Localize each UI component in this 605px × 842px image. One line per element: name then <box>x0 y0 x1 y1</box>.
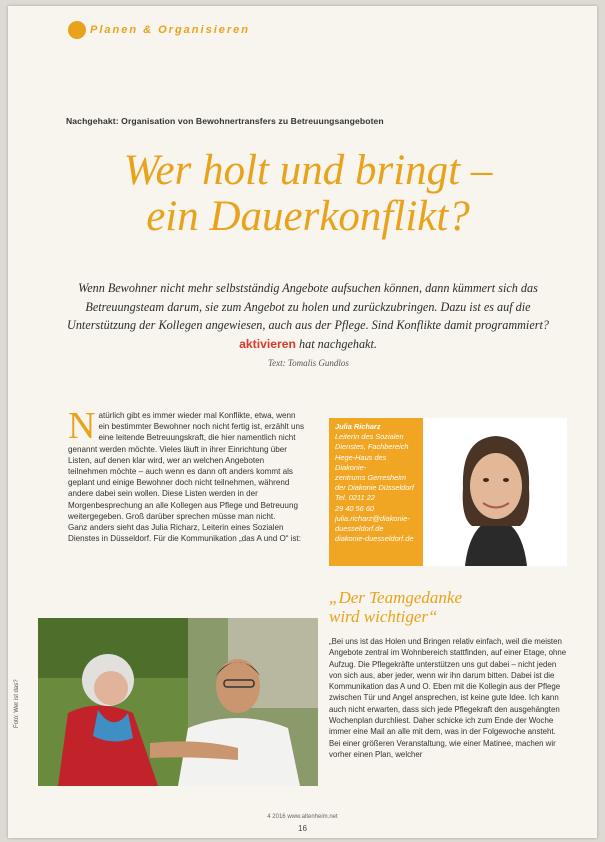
contact-email: duesseldorf.de <box>335 524 384 534</box>
drop-cap: N <box>68 405 96 447</box>
magazine-brand: aktivieren <box>239 336 296 351</box>
portrait-photo <box>425 418 567 566</box>
photo-credit: Foto: Wer ist das? <box>14 679 20 728</box>
headline-line-1: Wer holt und bringt – <box>123 147 493 194</box>
quote-headline-line-2: wird wichtiger“ <box>329 607 438 626</box>
quote-headline <box>329 588 462 626</box>
section-dot-icon <box>68 21 86 39</box>
body-paragraph-2: Ganz anders sieht das Julia Richarz, Leiterin eines Sozialen Dienstes in Düsseldorf. Für die Kommunikation „das A und O“ ist: <box>68 523 302 544</box>
page-number: 16 <box>298 824 307 833</box>
body-paragraph-1-text: atürlich gibt es immer wieder mal Konflikte, etwa, wenn ein bestimmter Bewohner noch nicht fertig ist, erzählt uns eine leitende Betreuungskraft, die hier namentlich nicht genannt werden möchte. Vieles läuft in ihrer Einrichtung über Listen, auf denen klar wird, wer an welchen Angeboten teilnehmen möchte – auch wenn es dann oft anders kommt als geplant und einige Bewohner doch nicht teilnehmen, während andere dabei sein wollen. Diese Listen werden in der Morgenbesprechung an alle Kollegen aus Pflege und Betreuung weitergegeben. Groß darüber sprechen müsse man nicht. <box>68 411 305 521</box>
magazine-page <box>8 6 597 838</box>
portrait-image <box>425 418 567 566</box>
lead-text: Wenn Bewohner nicht mehr selbstständig Angebote aufsuchen können, dann kümmert sich das Betreuungsteam darum, sie zum Angebot zu holen und zurückzubringen. Dazu ist es auf die Unterstützung der Kollegen angewiesen, auch aus der Pflege. Sind Konflikte damit programmiert? <box>67 281 549 332</box>
two-people-photo <box>38 618 318 786</box>
section-header <box>68 20 250 40</box>
lead-paragraph <box>66 279 550 353</box>
body-column-left <box>68 405 306 544</box>
lead-tail: hat nachgehakt. <box>299 336 377 351</box>
contact-line: zentrums Gerresheim <box>335 473 407 483</box>
page-footer: 4 2016 www.altenheim.net <box>267 814 338 820</box>
headline-line-2: ein Dauerkonflikt? <box>146 193 470 240</box>
contact-infobox <box>329 418 567 566</box>
quote-headline-line-1: „Der Teamgedanke <box>329 588 462 607</box>
article-photo <box>38 618 318 786</box>
body-paragraph-1 <box>68 405 306 522</box>
contact-line: Leiterin des Sozialen <box>335 432 404 442</box>
contact-web: diakonie-duesseldorf.de <box>335 534 414 544</box>
contact-line: der Diakonie Düsseldorf <box>335 483 414 493</box>
byline: Text: Tomalis Gundlos <box>268 358 349 368</box>
contact-line: Hege-Haus des Diakonie- <box>335 452 387 472</box>
headline <box>48 148 568 240</box>
contact-phone: Tel. 0211 22 <box>335 493 375 503</box>
contact-line: Dienstes, Fachbereich <box>335 442 409 452</box>
quote-text: „Bei uns ist das Holen und Bringen relativ einfach, weil die meisten Angebote zentral im Wohnbereich stattfinden, auf einer Etage, ohne Aufzug. Die Pflegekräfte unterstützen uns gut dabei – nicht jeden von sich aus, aber jeder, wenn wir ihn darum bitten. Dabei ist die Kommunikation das A und O. Eben mit die Kollegin aus der Pflege zwischen Tür und Angel ansprechen, ist keine gute Idee. Ich kann auch nicht erwarten, dass sich jede Pflegekraft den ausgehängten Wochenplan durchliest. Daher schicke ich zum Ende der Woche immer eine Mail an alle mit dem, was in der Folgewoche ansteht. Bei einer größeren Veranstaltung, wie einer Matinee, machen wir vorher einen Plan, welcher <box>329 637 567 759</box>
section-label: Planen & Organisieren <box>90 24 250 36</box>
contact-phone: 29 40 56 60 <box>335 503 375 513</box>
contact-details <box>329 418 423 566</box>
contact-name: Julia Richarz <box>335 422 381 431</box>
contact-email: julia.richarz@diakonie- <box>335 513 410 523</box>
kicker: Nachgehakt: Organisation von Bewohnertransfers zu Betreuungsangeboten <box>66 116 384 126</box>
